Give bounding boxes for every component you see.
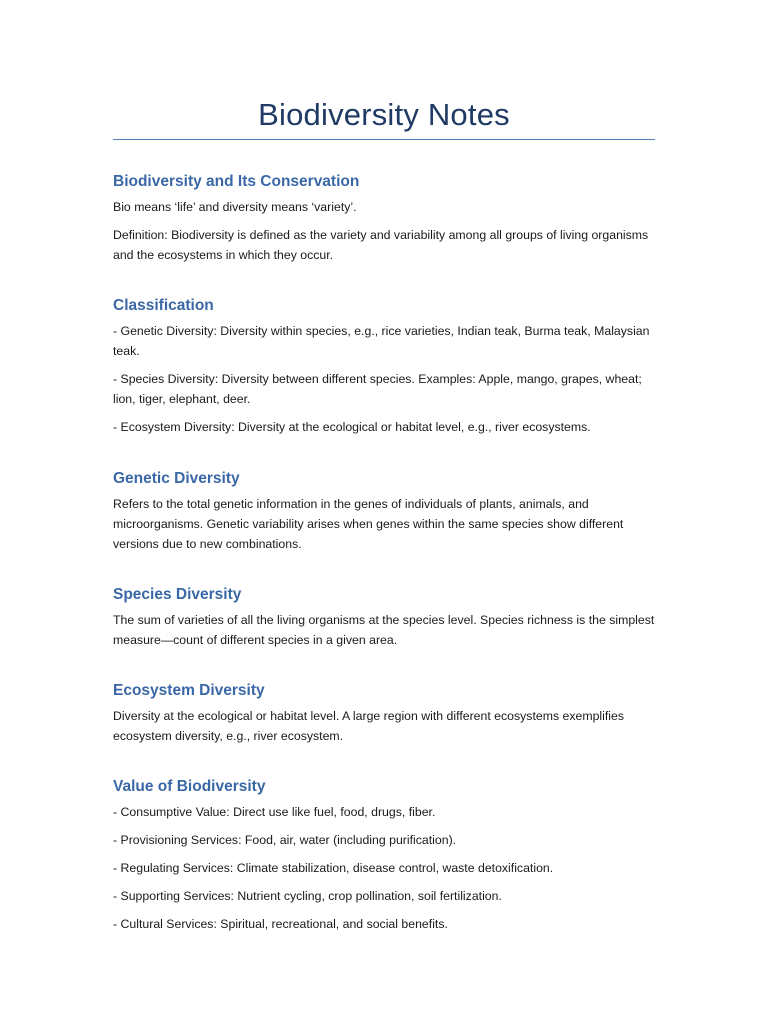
- section-paragraph: Diversity at the ecological or habitat level. A large region with different ecosystems exemplifies ecosystem diversity, e.g., river ecosystem.: [113, 709, 625, 743]
- section-paragraph: - Species Diversity: Diversity between different species. Examples: Apple, mango, grapes, wheat; lion, tiger, elephant, deer.: [113, 372, 642, 406]
- section-paragraph: Refers to the total genetic information in the genes of individuals of plants, animals, and microorganisms. Genetic variability arises when genes within the same species show different versions due to new combinations.: [113, 497, 624, 551]
- section-heading: Genetic Diversity: [113, 470, 240, 487]
- section-paragraph: - Genetic Diversity: Diversity within species, e.g., rice varieties, Indian teak, Burma teak, Malaysian teak.: [113, 324, 650, 358]
- section-heading: Ecosystem Diversity: [113, 682, 265, 699]
- section-classification: [113, 296, 655, 445]
- document-title: Biodiversity Notes: [258, 97, 510, 132]
- section-paragraph: The sum of varieties of all the living organisms at the species level. Species richness is the simplest measure—count of different species in a given area.: [113, 613, 655, 647]
- section-species-diversity: [113, 585, 655, 658]
- document-page: [113, 0, 655, 931]
- section-heading: Biodiversity and Its Conservation: [113, 173, 360, 190]
- section-heading: Species Diversity: [113, 586, 242, 603]
- section-heading: Value of Biodiversity: [113, 778, 266, 795]
- section-paragraph: Bio means ‘life’ and diversity means ‘variety’.: [113, 200, 357, 214]
- section-genetic-diversity: [113, 469, 655, 562]
- section-ecosystem-diversity: [113, 681, 655, 754]
- section-paragraph: - Consumptive Value: Direct use like fuel, food, drugs, fiber.: [113, 805, 436, 819]
- section-paragraph: - Cultural Services: Spiritual, recreational, and social benefits.: [113, 917, 448, 931]
- section-biodiversity-conservation: [113, 172, 655, 273]
- title-divider: [113, 139, 655, 140]
- section-paragraph: Definition: Biodiversity is defined as the variety and variability among all groups of living organisms and the ecosystems in which they occur.: [113, 228, 649, 262]
- section-paragraph: - Provisioning Services: Food, air, water (including purification).: [113, 833, 457, 847]
- section-paragraph: - Supporting Services: Nutrient cycling, crop pollination, soil fertilization.: [113, 889, 502, 903]
- section-paragraph: - Regulating Services: Climate stabilization, disease control, waste detoxification.: [113, 861, 554, 875]
- section-value-of-biodiversity: [113, 777, 655, 942]
- section-heading: Classification: [113, 297, 214, 314]
- section-paragraph: - Ecosystem Diversity: Diversity at the ecological or habitat level, e.g., river ecosystems.: [113, 420, 591, 434]
